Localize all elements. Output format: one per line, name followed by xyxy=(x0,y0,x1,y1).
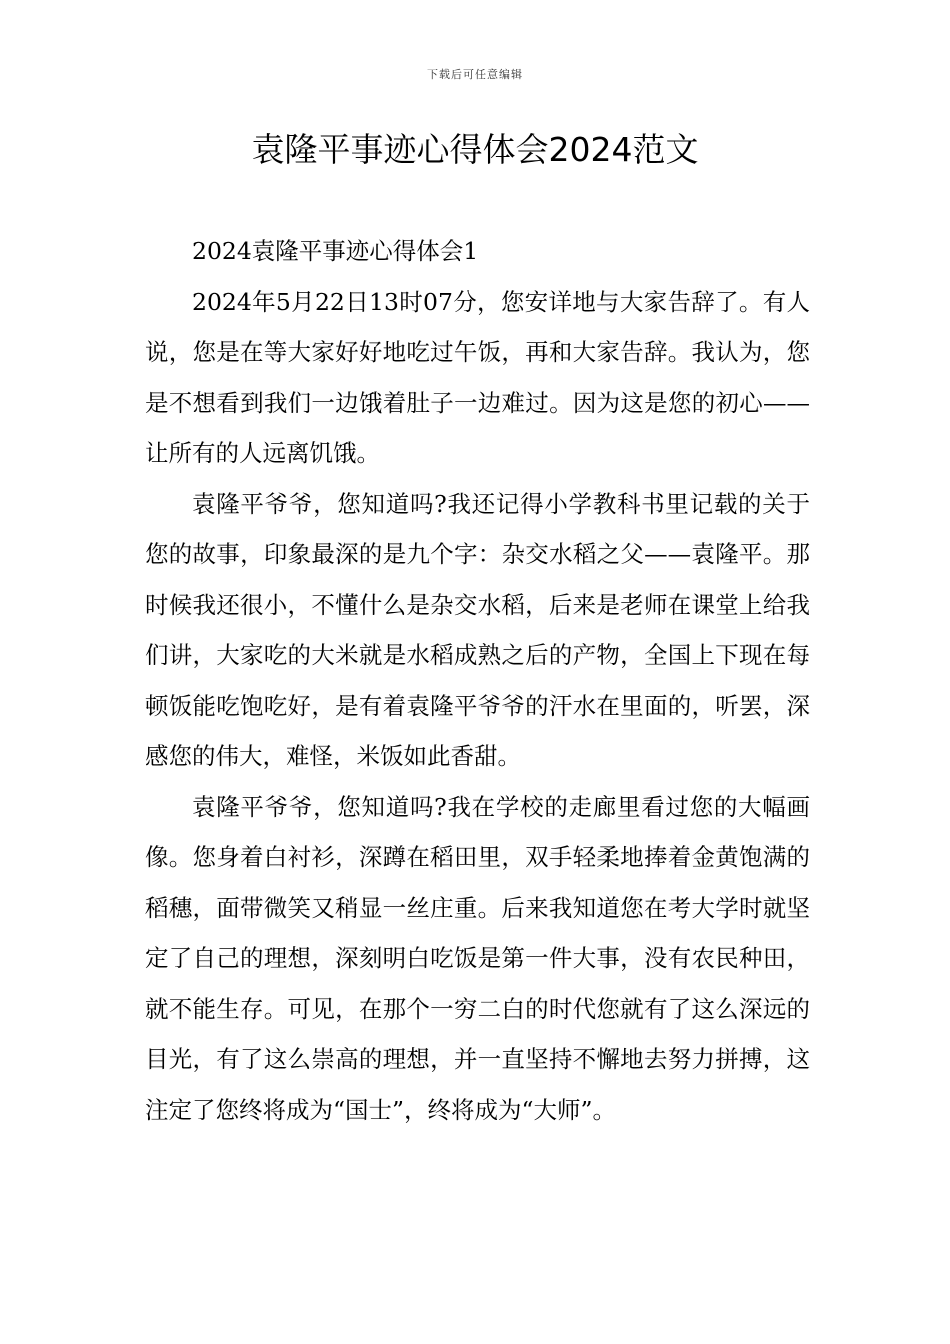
paragraph-1: 2024年5月22日13时07分，您安详地与大家告辞了。有人说，您是在等大家好好地吃过午饭，再和大家告辞。我认为，您是不想看到我们一边饿着肚子一边难过。因为这是您的初心——让所有的人远离饥饿。 xyxy=(145,287,810,467)
document-body xyxy=(145,226,810,1135)
header-note: 下载后可任意编辑 xyxy=(427,68,523,81)
paragraph-2: 袁隆平爷爷，您知道吗?我还记得小学教科书里记载的关于您的故事，印象最深的是九个字：杂交水稻之父——袁隆平。那时候我还很小，不懂什么是杂交水稻，后来是老师在课堂上给我们讲，大家吃的大米就是水稻成熟之后的产物，全国上下现在每顿饭能吃饱吃好，是有着袁隆平爷爷的汗水在里面的，听罢，深感您的伟大，难怪，米饭如此香甜。 xyxy=(145,489,810,770)
document-title: 袁隆平事迹心得体会2024范文 xyxy=(251,130,699,169)
paragraph-3: 袁隆平爷爷，您知道吗?我在学校的走廊里看过您的大幅画像。您身着白衬衫，深蹲在稻田里，双手轻柔地捧着金黄饱满的稻穗，面带微笑又稍显一丝庄重。后来我知道您在考大学时就坚定了自己的理想，深刻明白吃饭是第一件大事，没有农民种田，就不能生存。可见，在那个一穷二白的时代您就有了这么深远的目光，有了这么崇高的理想，并一直坚持不懈地去努力拼搏，这注定了您终将成为“国士”，终将成为“大师”。 xyxy=(145,792,810,1124)
section-heading: 2024袁隆平事迹心得体会1 xyxy=(192,237,479,265)
